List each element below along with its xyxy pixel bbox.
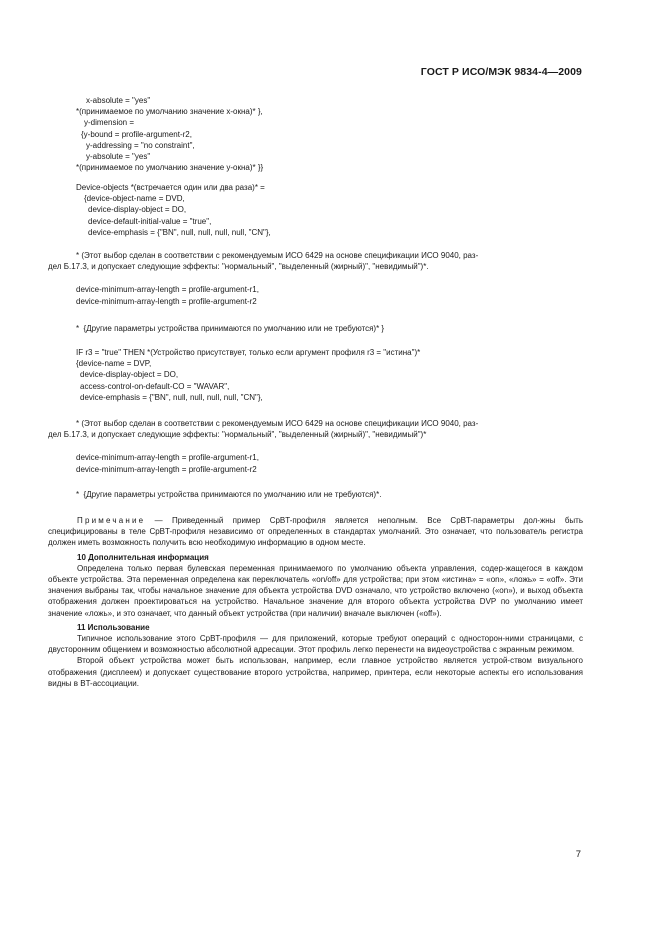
remark-paragraph (48, 515, 583, 549)
code-line: device-minimum-array-length = profile-argument-r2 (76, 464, 257, 474)
code-line: y-dimension = (84, 118, 135, 128)
code-block-array-length (48, 452, 583, 474)
remark-text: — Приведенный пример CpBT-профиля является неполным. Все CpBT-параметры дол-жны быть специфицированы в теле CpBT-профиля независимо от определенных в стандартах умолчаний. Это означает, что пользователь регистра должен иметь возможность получить всю необходимую информацию в одном месте. (48, 515, 583, 548)
section-11-heading: 11 Использование (77, 622, 150, 632)
code-line: device-minimum-array-length = profile-argument-r1, (76, 285, 259, 295)
code-line: device-minimum-array-length = profile-argument-r2 (76, 296, 257, 306)
note-block (48, 418, 583, 440)
note-block (48, 250, 583, 272)
section-11-paragraph-2: Второй объект устройства может быть использован, например, если главное устройство является устрой-ством визуального отображения (дисплеем) и допускает существование второго устройства, например, принтера, если некоторые аспекты его использования видны в BT-ассоциации. (48, 656, 583, 688)
code-line: *(принимаемое по умолчанию значение y-окна)* }} (76, 163, 264, 173)
page-content (48, 95, 583, 689)
code-line: y-addressing = "no constraint", (86, 140, 195, 150)
code-line: access-control-on-default-CO = "WAVAR", (80, 381, 230, 391)
code-line: device-default-initial-value = "true", (88, 216, 212, 226)
code-block-window (48, 95, 583, 173)
section-11-paragraph-1: Типичное использование этого CpBT-профиля — для приложений, которые требуют операций с односторон-ними страницами, с двусторонним общением и возможностью абсолютной адресации. Этот профиль легко перенести на видеоустройства с экранным режимом. (48, 634, 583, 655)
code-line: {y-bound = profile-argument-r2, (81, 129, 192, 139)
note-line: дел Б.17.3, и допускает следующие эффекты: "нормальный", "выделенный (жирный)", "невидимый")* (48, 430, 427, 440)
code-line: {device-object-name = DVD, (84, 194, 185, 204)
page-number: 7 (575, 849, 581, 860)
code-line: Device-objects *(встречается один или два раза)* = (76, 182, 265, 192)
code-line: {device-name = DVP, (76, 359, 152, 369)
comment-line: * {Другие параметры устройства принимаются по умолчанию или не требуются)*. (76, 489, 382, 499)
comment-line: * {Другие параметры устройства принимаются по умолчанию или не требуются)* } (76, 323, 385, 333)
code-block-array-length (48, 284, 583, 306)
code-line: device-minimum-array-length = profile-argument-r1, (76, 453, 259, 463)
code-line: device-emphasis = {"BN", null, null, null, null, "CN"}, (80, 392, 263, 402)
code-line: IF r3 = "true" THEN *(Устройство присутствует, только если аргумент профиля r3 = "истина")* (76, 347, 421, 357)
note-line: дел Б.17.3, и допускает следующие эффекты: "нормальный", "выделенный (жирный)", "невидимый")*. (48, 262, 429, 272)
code-line: *(принимаемое по умолчанию значение x-окна)* }, (76, 107, 263, 117)
comment-block (48, 489, 583, 500)
code-line: y-absolute = "yes" (86, 152, 151, 162)
code-line: device-display-object = DO, (88, 205, 187, 215)
code-line: device-display-object = DO, (80, 370, 179, 380)
remark-label: Примечание (77, 515, 146, 525)
comment-block (48, 323, 583, 334)
code-block-dvp (48, 347, 583, 403)
code-line: x-absolute = "yes" (86, 96, 151, 105)
section-10-text: Определена только первая булевская переменная принимаемого по умолчанию объекта управления, содер-жащегося в каждом объекте устройства. Эта переменная определена как переключатель «on/off» для устройства; при этом «истина» = «on», «ложь» = «off». Эти значения выбраны так, чтобы начальное значение для объекта устройства DVD означало, что устройство включено («on»), и выход объекта отображения должен проектироваться на устройство. Начальное значение для второго объекта устройства DVP по умолчанию имеет значение «ложь», и это означает, что данный объект устройства (при наличии) вначале выключен («off»). (48, 563, 583, 618)
code-block-device-objects (48, 182, 583, 238)
standard-designation: ГОСТ Р ИСО/МЭК 9834-4—2009 (420, 66, 582, 78)
code-line: device-emphasis = {"BN", null, null, null, null, "CN"}, (88, 227, 271, 237)
section-10-heading: 10 Дополнительная информация (77, 552, 209, 562)
note-line: * (Этот выбор сделан в соответствии с рекомендуемым ИСО 6429 на основе спецификации ИСО 9040, раз- (76, 418, 479, 428)
note-line: * (Этот выбор сделан в соответствии с рекомендуемым ИСО 6429 на основе спецификации ИСО 9040, раз- (76, 250, 479, 260)
